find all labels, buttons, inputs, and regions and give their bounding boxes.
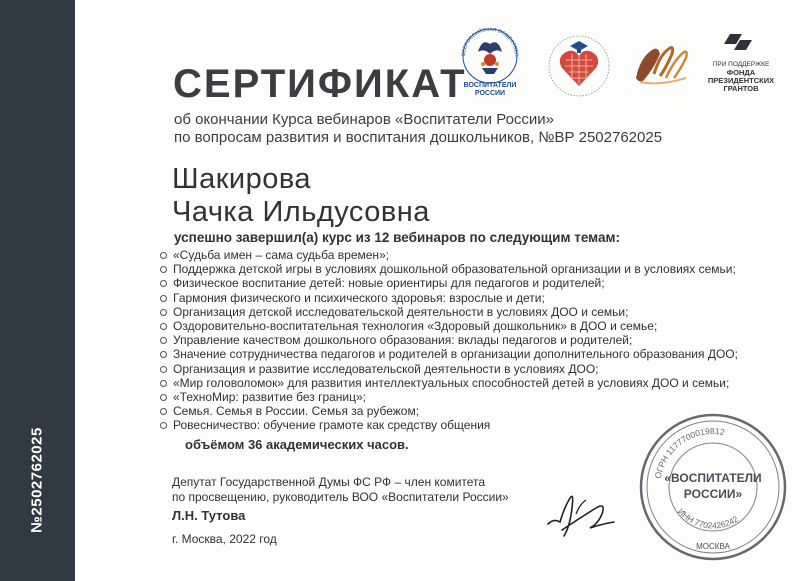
list-item: Семья. Семья в России. Семья за рубежом;	[160, 404, 770, 418]
svg-text:ОГРН 1177700019812: ОГРН 1177700019812	[652, 425, 726, 480]
certificate-subtitle	[174, 111, 662, 147]
presidential-grants-fund-logo	[700, 30, 782, 114]
subtitle-line1: об окончании Курса вебинаров «Воспитатели России»	[174, 111, 555, 128]
signer-position	[172, 475, 509, 505]
svg-text:ИНН 7702426242: ИНН 7702426242	[675, 506, 741, 531]
seal-center-line1: «ВОСПИТАТЕЛИ	[664, 471, 762, 485]
signer-name: Л.Н. Тутова	[172, 508, 246, 523]
fund-logo-line3: ПРЕЗИДЕНТСКИХ	[707, 76, 775, 85]
certificate-title: СЕРТИФИКАТ	[173, 62, 467, 106]
course-hours: объёмом 36 академических часов.	[185, 437, 409, 452]
list-item: Значение сотрудничества педагогов и родителей в организации дополнительного образования ДОО;	[160, 347, 770, 361]
fund-emblem-icon	[700, 30, 782, 56]
association-logo-line1: ВОСПИТАТЕЛИ	[463, 82, 517, 89]
pedagogical-society-logo	[540, 28, 618, 104]
recipient-given-names: Чачка Ильдусовна	[172, 196, 430, 228]
list-item: «Судьба имен – сама судьба времен»;	[160, 248, 770, 262]
signer-position-line2: по просвещению, руководитель ВОО «Воспитатели России»	[172, 490, 509, 504]
signer-position-line1: Депутат Государственной Думы ФС РФ – член комитета	[172, 475, 486, 489]
list-item: «ТехноМир: развитие без границ»;	[160, 390, 770, 404]
list-item: Организация и развитие исследовательской деятельности в условиях ДОО;	[160, 362, 770, 376]
webinar-topic-list	[160, 248, 770, 433]
completion-intro: успешно завершил(а) курс из 12 вебинаров по следующим темам:	[174, 230, 620, 245]
sidebar-band	[0, 0, 75, 581]
calligraphy-emblem-icon	[630, 34, 692, 90]
seal-center-line2: РОССИИ»	[683, 487, 743, 501]
svg-text:ВСЕРОССИЙСКАЯ ОБЩЕСТВЕННАЯ ОРГ: ВСЕРОССИЙСКАЯ ОБЩЕСТВЕН	[460, 26, 520, 57]
fund-logo-line2: ФОНДА	[726, 68, 756, 77]
subtitle-line2: по вопросам развития и воспитания дошкольников, №ВР 2502762025	[174, 129, 663, 146]
list-item: Поддержка детской игры в условиях дошкольной образовательной организации и в условиях семьи;	[160, 262, 770, 276]
recipient-surname: Шакирова	[172, 163, 312, 195]
association-logo-line2: РОССИИ	[474, 90, 506, 97]
fund-logo-line4: ГРАНТОВ	[723, 84, 759, 93]
place-and-date: г. Москва, 2022 год	[172, 532, 277, 546]
list-item: Организация детской исследовательской деятельности в условиях ДОО и семьи;	[160, 305, 770, 319]
list-item: «Мир головоломок» для развития интеллектуальных способностей детей в условиях ДОО и семьи;	[160, 376, 770, 390]
fund-logo-line1: ПРИ ПОДДЕРЖКЕ	[712, 61, 770, 68]
seal-city: МОСКВА	[696, 542, 730, 551]
list-item: Гармония физического и психического здоровья: взрослые и дети;	[160, 291, 770, 305]
list-item: Физическое воспитание детей: новые ориентиры для педагогов и родителей;	[160, 276, 770, 290]
handwritten-signature	[540, 478, 620, 548]
heart-globe-icon	[540, 28, 618, 104]
list-item: Ровесничество: обучение грамоте как средству общения	[160, 418, 770, 432]
recipient-name	[172, 163, 430, 229]
official-seal	[638, 412, 788, 562]
list-item: Оздоровительно-воспитательная технология «Здоровый дошкольник» в ДОО и семье;	[160, 319, 770, 333]
vertical-serial-number: №2502762025	[28, 427, 46, 533]
calligraphy-logo	[630, 34, 692, 90]
list-item: Управление качеством дошкольного образования: вклады педагогов и родителей;	[160, 333, 770, 347]
